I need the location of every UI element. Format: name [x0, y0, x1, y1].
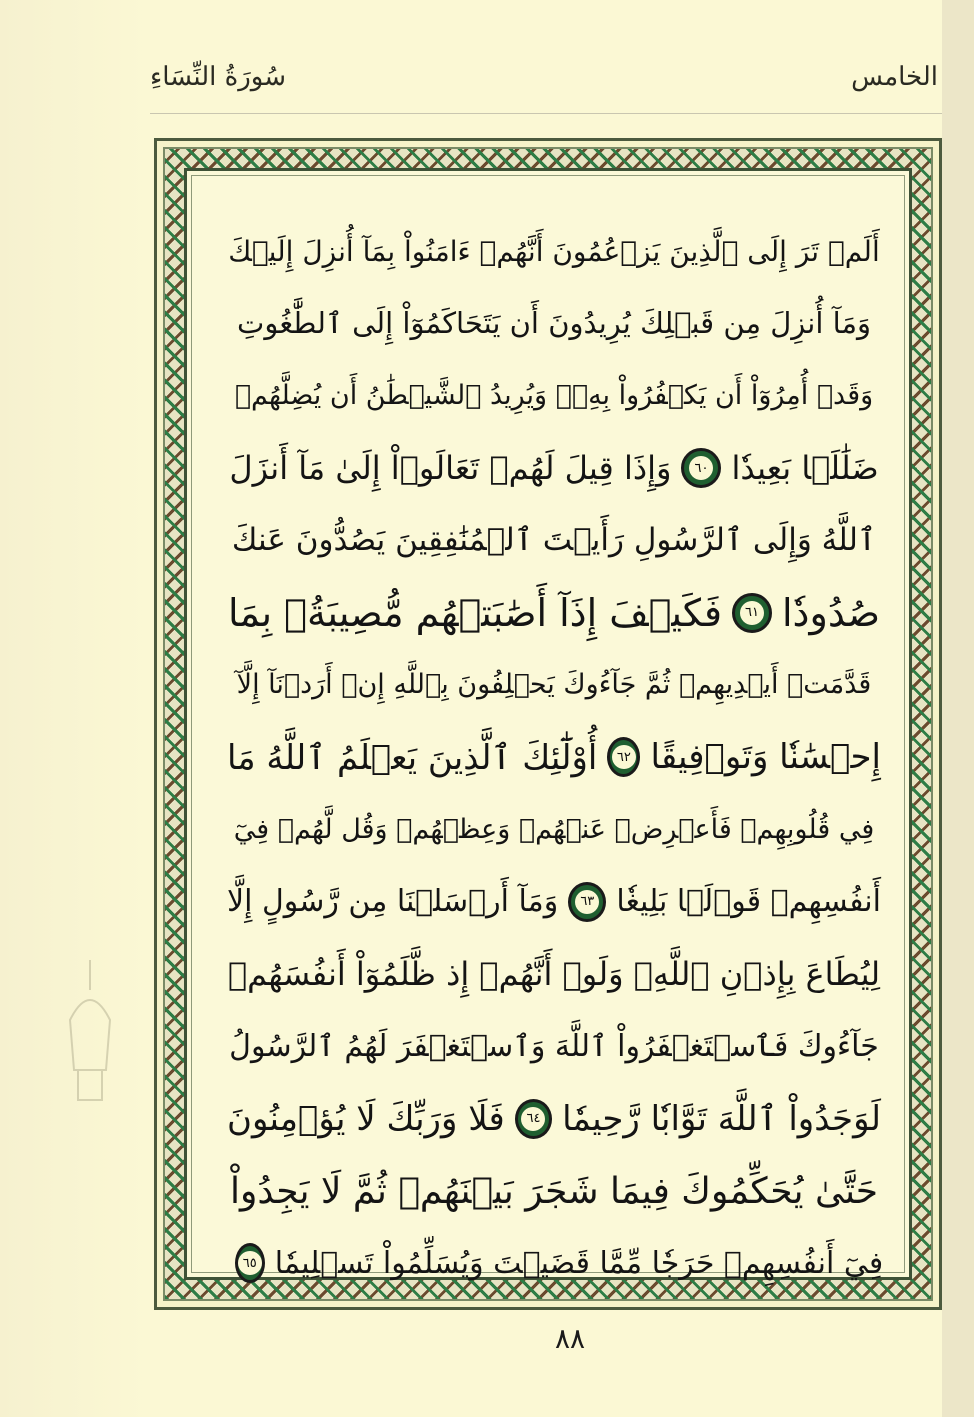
ayah-number: ٦١ — [740, 601, 764, 625]
verse-line — [227, 938, 881, 1010]
ayah-number: ٦٤ — [521, 1107, 545, 1131]
verse-line — [227, 1227, 884, 1299]
page-frame — [154, 138, 942, 1310]
ayah-number-marker-icon — [732, 593, 772, 633]
verse-line — [227, 1083, 881, 1155]
text-panel — [184, 168, 912, 1280]
verse-line — [227, 215, 881, 287]
verse-text: فَلَا وَرَبِّكَ لَا يُؤۡمِنُونَ — [227, 1098, 505, 1139]
surah-name-header: سُورَةُ النِّسَاءِ — [150, 62, 286, 92]
juz-name-header: الخامس — [851, 62, 938, 92]
verse-line — [227, 793, 881, 865]
ayah-number: ٦٣ — [575, 890, 599, 914]
verse-line — [227, 504, 881, 576]
verse-line — [227, 721, 881, 793]
ayah-number: ٦٠ — [689, 456, 713, 480]
verses-block — [227, 215, 884, 1299]
page-edge — [942, 0, 974, 1417]
verse-text: وَمَآ أُنزِلَ مِن قَبۡلِكَ يُرِيدُونَ أَن يَتَحَاكَمُوٓاْ إِلَى ٱلطَّٰغُوتِ — [237, 306, 871, 341]
verse-text: ضَلَٰلَۢا بَعِيدٗا — [731, 449, 879, 488]
verse-text: وَإِذَا قِيلَ لَهُمۡ تَعَالَوۡاْ إِلَىٰ مَآ أَنزَلَ — [229, 449, 672, 488]
verse-text: ٱللَّهُ وَإِلَى ٱلرَّسُولِ رَأَيۡتَ ٱلۡمُنَٰفِقِينَ يَصُدُّونَ عَنكَ — [231, 522, 877, 559]
ayah-number: ٦٢ — [612, 745, 636, 769]
verse-text: أَلَمۡ تَرَ إِلَى ٱلَّذِينَ يَزۡعُمُونَ أَنَّهُمۡ ءَامَنُواْ بِمَآ أُنزِلَ إِلَيۡكَ — [228, 234, 880, 268]
verse-line — [227, 1010, 881, 1082]
page-margin — [0, 0, 150, 1417]
verse-line — [227, 866, 881, 938]
page-number: ٨٨ — [554, 1322, 586, 1355]
ayah-number-marker-icon — [235, 1243, 265, 1283]
verse-text: فَكَيۡفَ إِذَآ أَصَٰبَتۡهُم مُّصِيبَةُۢ بِمَا — [227, 590, 722, 635]
verse-text: وَقَدۡ أُمِرُوٓاْ أَن يَكۡفُرُواْ بِهِۦۖ وَيُرِيدُ ٱلشَّيۡطَٰنُ أَن يُضِلَّهُمۡ — [234, 380, 874, 412]
ayah-number: ٦٥ — [238, 1251, 262, 1275]
verse-line — [227, 1155, 881, 1227]
ayah-number-marker-icon — [515, 1099, 552, 1139]
verse-text: إِحۡسَٰنٗا وَتَوۡفِيقًا — [650, 737, 881, 778]
verse-text: أُوْلَٰٓئِكَ ٱلَّذِينَ يَعۡلَمُ ٱللَّهُ مَا — [227, 737, 598, 778]
verse-text: أَنفُسِهِمۡ قَوۡلَۢا بَلِيغٗا — [616, 884, 881, 920]
verse-text: جَآءُوكَ فَٱسۡتَغۡفَرُواْ ٱللَّهَ وَٱسۡتَغۡفَرَ لَهُمُ ٱلرَّسُولُ — [229, 1028, 879, 1064]
verse-text: فِيٓ أَنفُسِهِمۡ حَرَجٗا مِّمَّا قَضَيۡتَ وَيُسَلِّمُواْ تَسۡلِيمٗا — [274, 1245, 884, 1281]
verse-line — [227, 287, 881, 359]
ayah-number-marker-icon — [607, 737, 640, 777]
verse-text: صُدُودٗا — [782, 590, 881, 635]
verse-text: فِي قُلُوبِهِمۡ فَأَعۡرِضۡ عَنۡهُمۡ وَعِظۡهُمۡ وَقُل لَّهُمۡ فِيٓ — [233, 814, 875, 846]
header-divider — [150, 113, 942, 114]
verse-text: وَمَآ أَرۡسَلۡنَا مِن رَّسُولٍ إِلَّا — [227, 884, 559, 920]
lamp-watermark-icon — [60, 960, 120, 1110]
verse-text: قَدَّمَتۡ أَيۡدِيهِمۡ ثُمَّ جَآءُوكَ يَحۡلِفُونَ بِٱللَّهِ إِنۡ أَرَدۡنَآ إِلَّآ — [236, 669, 872, 701]
verse-line — [227, 649, 881, 721]
verse-line — [227, 360, 881, 432]
verse-line — [227, 432, 881, 504]
verse-line — [227, 576, 881, 648]
ayah-number-marker-icon — [568, 882, 606, 922]
verse-text: لَوَجَدُواْ ٱللَّهَ تَوَّابٗا رَّحِيمٗا — [562, 1099, 881, 1140]
verse-text: حَتَّىٰ يُحَكِّمُوكَ فِيمَا شَجَرَ بَيۡنَهُمۡ ثُمَّ لَا يَجِدُواْ — [229, 1170, 879, 1212]
verse-text: لِيُطَاعَ بِإِذۡنِ ٱللَّهِۚ وَلَوۡ أَنَّهُمۡ إِذ ظَّلَمُوٓاْ أَنفُسَهُمۡ — [227, 955, 881, 994]
ayah-number-marker-icon — [681, 448, 721, 488]
